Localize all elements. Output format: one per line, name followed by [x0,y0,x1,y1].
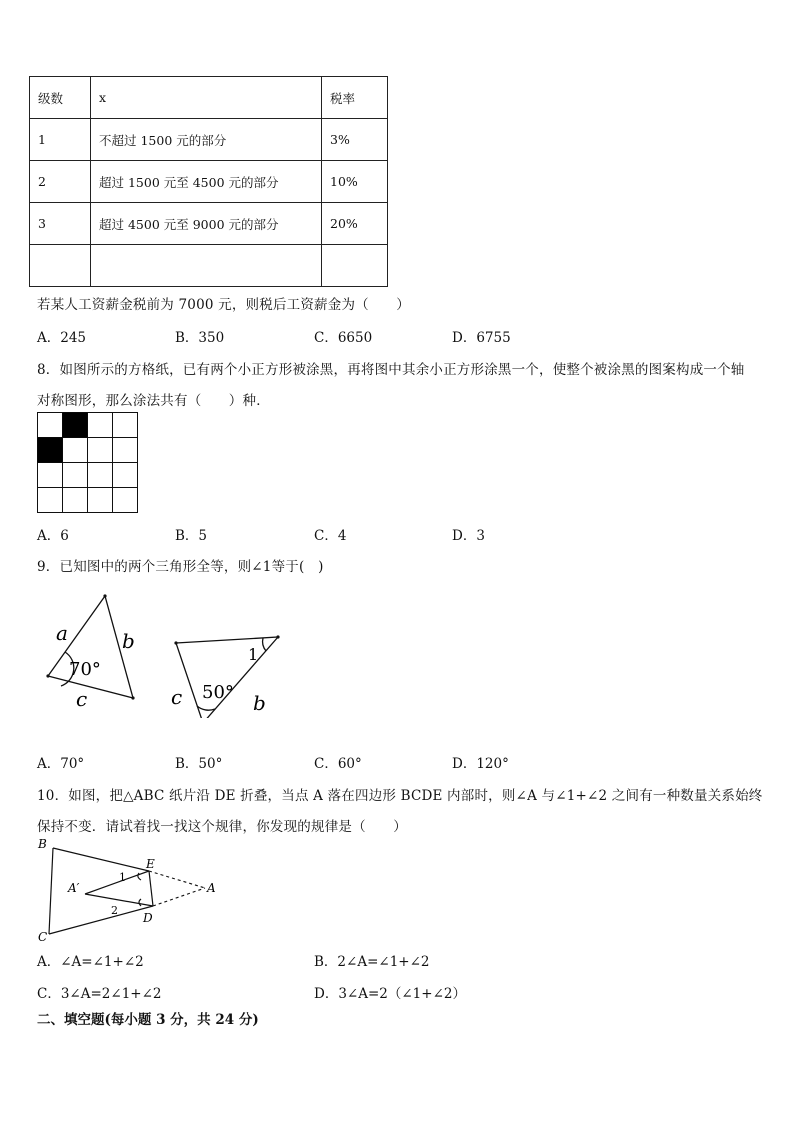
q8-option-c: C．4 [314,528,347,544]
q7-option-d: D．6755 [452,330,511,346]
q8-grid-figure [37,412,139,514]
table-cell [322,245,388,287]
label-D: D [143,911,153,925]
angle-1-label: 1 [248,645,259,664]
angle-70-label: 70° [69,659,101,680]
table-cell: 级数 [30,77,91,119]
label-a: a [56,621,68,645]
q9-option-c: C．60° [314,756,362,772]
q8-option-b: B．5 [175,528,208,544]
table-row [30,119,388,161]
table-cell: 2 [30,161,91,203]
table-cell: 不超过 1500 元的部分 [91,119,322,161]
table-cell: 税率 [322,77,388,119]
shaded-square [63,413,88,438]
label-C: C [38,930,48,944]
table-cell: x [91,77,322,119]
q10-stem-line2: 保持不变．请试着找一找这个规律，你发现的规律是（ ） [37,819,407,835]
q7-stem: 若某人工资薪金税前为 7000 元，则税后工资薪金为（ ） [37,297,410,313]
q9-stem: 9．已知图中的两个三角形全等，则∠1等于( ) [37,559,324,575]
table-cell: 超过 4500 元至 9000 元的部分 [91,203,322,245]
angle-arc-1 [263,638,266,651]
table-row [30,245,388,287]
table-row [30,161,388,203]
table-cell: 超过 1500 元至 4500 元的部分 [91,161,322,203]
table-cell: 1 [30,119,91,161]
label-c: c [76,687,88,711]
q9-option-b: B．50° [175,756,223,772]
table-cell: 10% [322,161,388,203]
q9-triangles-figure [40,588,290,718]
label-b: b [122,629,135,653]
shaded-square [38,438,63,463]
q9-option-a: A．70° [37,756,85,772]
label-b2: b [253,691,266,715]
section-heading: 二、填空题(每小题 3 分，共 24 分) [37,1012,259,1028]
table-row [30,203,388,245]
q8-stem-line1: 8．如图所示的方格纸，已有两个小正方形被涂黑，再将图中其余小正方形涂黑一个，使整个被涂黑的图案构成一个轴 [37,362,745,378]
q7-option-c: C．6650 [314,330,373,346]
tax-rate-table [29,76,388,287]
q7-option-a: A．245 [37,330,87,346]
q10-option-a: A．∠A=∠1+∠2 [37,954,144,970]
label-c2: c [171,685,183,709]
q8-stem-line2: 对称图形，那么涂法共有（ ）种． [37,393,270,409]
q10-option-b: B．2∠A=∠1+∠2 [314,954,430,970]
q8-option-d: D．3 [452,528,485,544]
q9-option-d: D．120° [452,756,509,772]
q10-option-d: D．3∠A=2（∠1+∠2） [314,986,466,1002]
table-cell [30,245,91,287]
q10-option-c: C．3∠A=2∠1+∠2 [37,986,162,1002]
angle-50-label: 50° [202,682,234,703]
angle-arc-50 [197,706,215,710]
angle-1-label: 1 [119,871,126,884]
label-B: B [38,837,47,851]
angle-2-label: 2 [111,904,118,917]
table-cell: 3% [322,119,388,161]
q7-option-b: B．350 [175,330,225,346]
q10-fold-figure [35,835,235,947]
q8-option-a: A．6 [37,528,69,544]
label-A-prime: A′ [68,881,80,895]
table-cell [91,245,322,287]
table-cell: 3 [30,203,91,245]
label-A: A [207,881,216,895]
table-header-row [30,77,388,119]
label-E: E [146,857,155,871]
triangle-left [48,596,133,698]
table-cell: 20% [322,203,388,245]
q10-stem-line1: 10．如图，把△ABC 纸片沿 DE 折叠，当点 A 落在四边形 BCDE 内部时，则∠A 与∠1+∠2 之间有一种数量关系始终 [37,788,763,804]
